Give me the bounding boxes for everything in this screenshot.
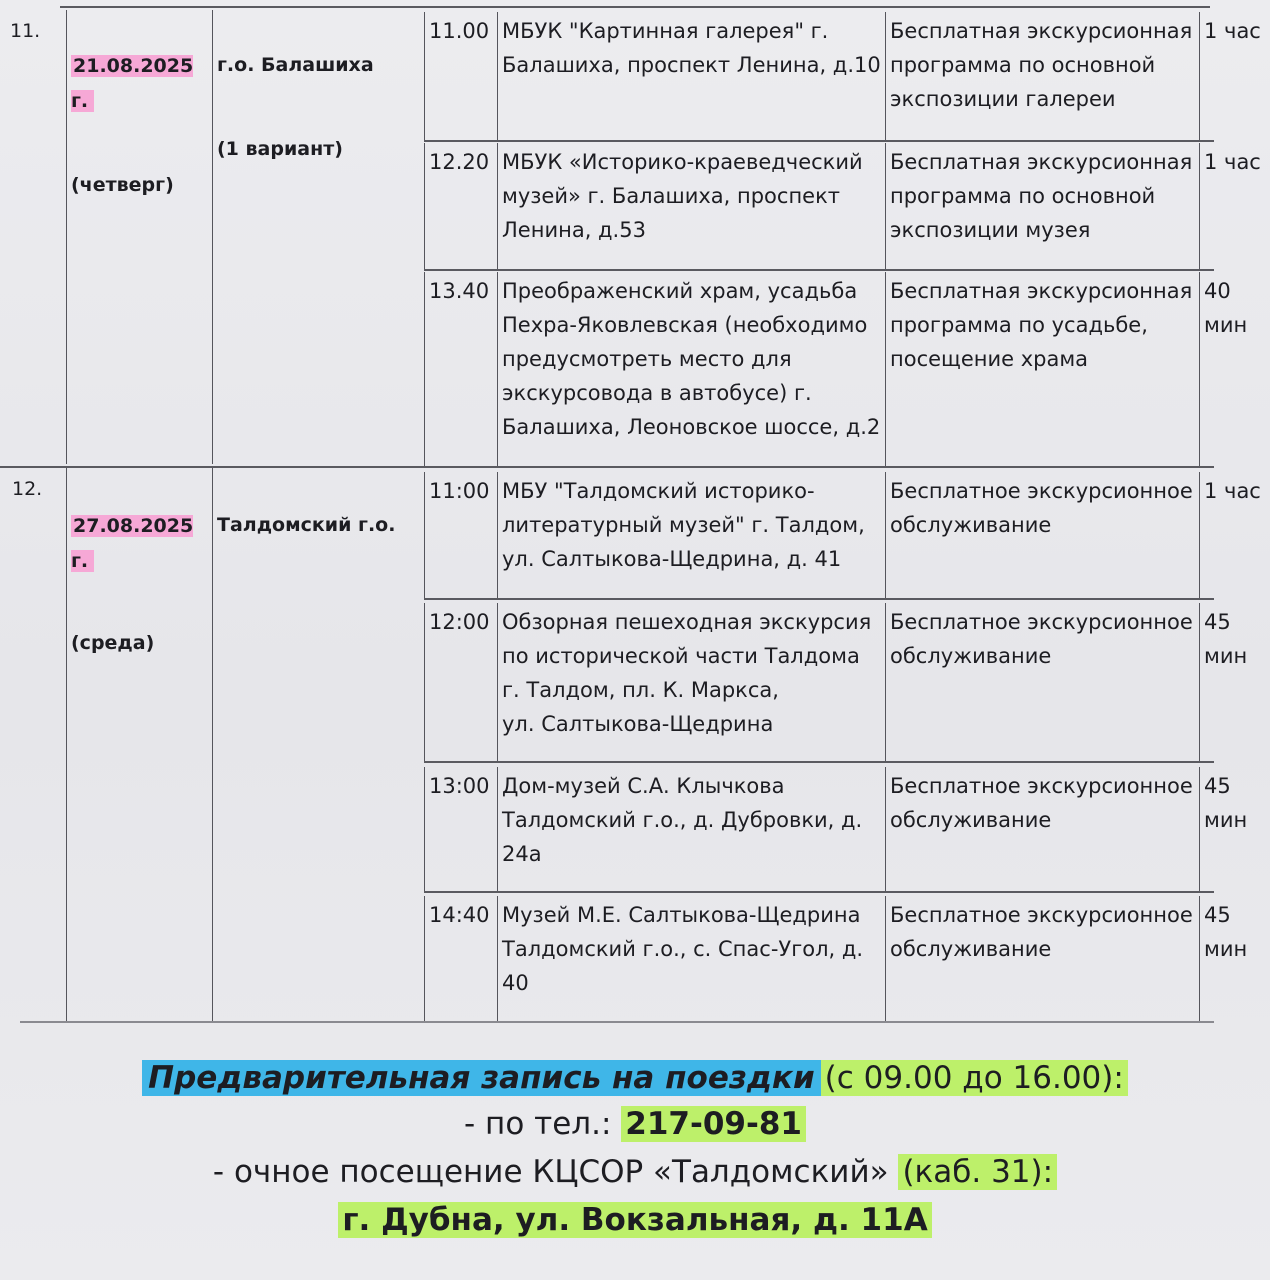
entry-number: 11. [10,20,41,42]
visit-time: 11.00 [424,12,498,140]
visit-time: 12.20 [424,143,498,269]
visit-service: Бесплатное экскурсионное обслуживание [885,472,1201,598]
visit-time: 11:00 [424,472,498,598]
visit-place: Музей М.Е. Салтыкова-Щедрина Талдомский г.о., с. Спас-Угол, д. 40 [497,896,887,1022]
booking-hours: (с 09.00 до 16.00): [821,1060,1128,1096]
visit-place: Преображенский храм, усадьба Пехра-Яковлевская (необходимо предусмотреть место для экскурсовода в автобусе) г. Балашиха, Леоновское шоссе, д.2 [497,272,887,466]
visit-room: (каб. 31): [898,1154,1057,1190]
phone-line [0,1100,1270,1148]
visit-service: Бесплатная экскурсионная программа по основной экспозиции галереи [885,12,1201,140]
visit-time: 13:00 [424,767,498,891]
booking-label: Предварительная запись на поездки [142,1060,821,1096]
visit-duration: 45 мин [1199,767,1270,891]
visit-time: 14:40 [424,896,498,1022]
table-top-border [60,6,1210,8]
visit-line [0,1148,1270,1196]
entry-district: Талдомский г.о. [217,514,396,536]
row-divider [424,269,1214,271]
entry-date: 21.08.2025 г. [71,55,194,112]
address-line [0,1196,1270,1244]
entry-district-cell [212,10,424,464]
visit-time: 12:00 [424,603,498,761]
row-divider [424,598,1214,600]
visit-service: Бесплатная экскурсионная программа по усадьбе, посещение храма [885,272,1201,466]
visit-place: МБУК "Картинная галерея" г. Балашиха, проспект Ленина, д.10 [497,12,887,140]
entry-number: 12. [12,478,43,500]
entry-date-cell [66,468,214,1022]
visit-place: Дом-музей С.А. Клычкова Талдомский г.о., д. Дубровки, д. 24а [497,767,887,891]
visit-service: Бесплатная экскурсионная программа по основной экспозиции музея [885,143,1201,269]
visit-place: Обзорная пешеходная экскурсия по исторической части Талдома г. Талдом, пл. К. Маркса, ул. Салтыкова-Щедрина [497,603,887,761]
visit-duration: 45 мин [1199,896,1270,1022]
visit-duration: 1 час [1199,12,1270,140]
visit-service: Бесплатное экскурсионное обслуживание [885,896,1201,1022]
booking-line [0,1054,1270,1102]
visit-service: Бесплатное экскурсионное обслуживание [885,603,1201,761]
entry-weekday: (среда) [71,632,155,654]
entry-date: 27.08.2025 г. [71,515,194,572]
entry-variant: (1 вариант) [217,138,343,160]
row-divider [424,891,1214,893]
entry-district-cell [212,468,424,1022]
table-bottom-border [20,1021,1214,1023]
visit-place: МБУК «Историко-краеведческий музей» г. Балашиха, проспект Ленина, д.53 [497,143,887,269]
phone-number: 217-09-81 [621,1106,806,1142]
visit-duration: 1 час [1199,472,1270,598]
entry-district: г.о. Балашиха [217,54,374,76]
visit-place: МБУ "Талдомский историко- литературный музей" г. Талдом, ул. Салтыкова-Щедрина, д. 41 [497,472,887,598]
row-divider [424,140,1214,142]
visit-service: Бесплатное экскурсионное обслуживание [885,767,1201,891]
row-divider [424,761,1214,763]
visit-prefix: - очное посещение КЦСОР «Талдомский» [212,1154,889,1190]
entry-weekday: (четверг) [71,174,174,196]
address: г. Дубна, ул. Вокзальная, д. 11А [338,1202,931,1238]
phone-prefix: - по тел.: [464,1106,612,1142]
visit-duration: 45 мин [1199,603,1270,761]
visit-time: 13.40 [424,272,498,466]
visit-duration: 40 мин [1199,272,1270,466]
entry-date-cell [66,10,214,464]
visit-duration: 1 час [1199,143,1270,269]
